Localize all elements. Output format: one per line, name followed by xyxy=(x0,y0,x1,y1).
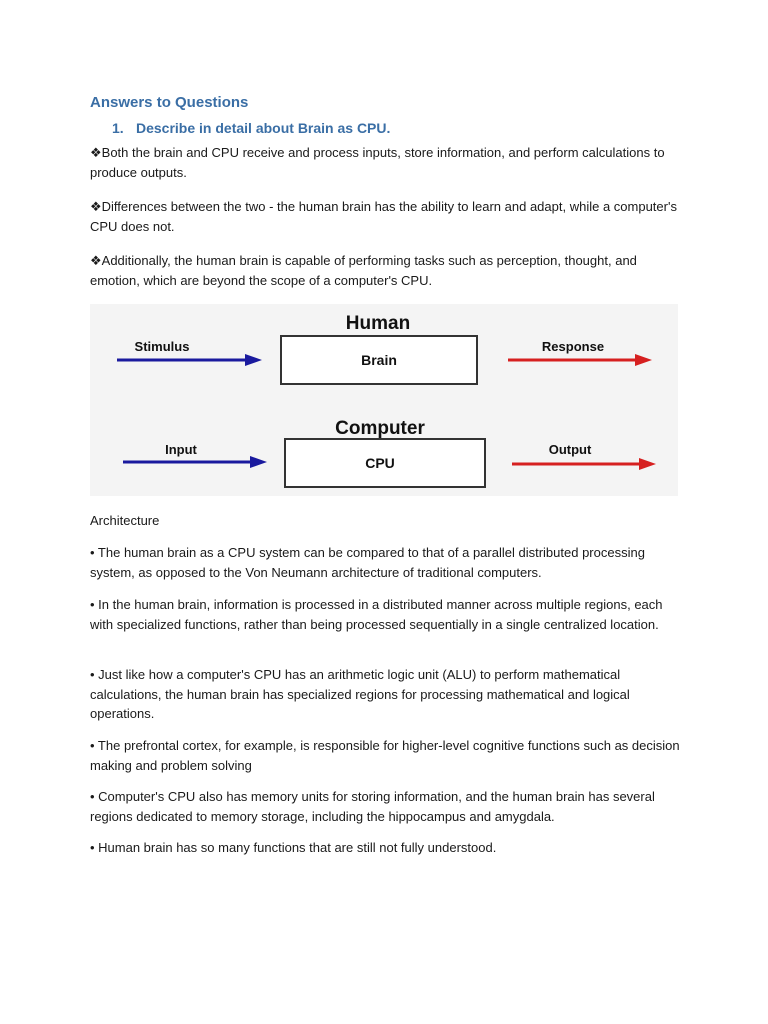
output-label: Output xyxy=(548,442,592,457)
intro-paragraph-1: ❖Both the brain and CPU receive and process inputs, store information, and perform calculations to produce outputs. xyxy=(90,145,665,180)
response-label: Response xyxy=(541,339,605,354)
architecture-point-6: • Human brain has so many functions that are still not fully understood. xyxy=(90,840,497,855)
architecture-label: Architecture xyxy=(90,513,160,528)
architecture-point-4: • The prefrontal cortex, for example, is responsible for higher-level cognitive functions such as decision making and problem solving xyxy=(90,738,680,773)
architecture-point-5: • Computer's CPU also has memory units for storing information, and the human brain has several regions dedicated to memory storage, including the hippocampus and amygdala. xyxy=(90,789,655,824)
intro-paragraph-2: ❖Differences between the two - the human brain has the ability to learn and adapt, while a computer's CPU does not. xyxy=(90,199,677,234)
stimulus-arrow-icon xyxy=(117,354,262,366)
computer-title: Computer xyxy=(335,418,425,439)
architecture-point-2: • In the human brain, information is processed in a distributed manner across multiple regions, each with specialized functions, rather than being processed sequentially in a single centralized location. xyxy=(90,597,663,632)
intro-paragraph-3: ❖Additionally, the human brain is capable of performing tasks such as perception, thought, and emotion, which are beyond the scope of a computer's CPU. xyxy=(90,253,637,288)
response-arrow-icon xyxy=(508,354,652,366)
input-label: Input xyxy=(165,442,197,457)
output-arrow-icon xyxy=(512,458,656,470)
input-arrow-icon xyxy=(123,456,267,468)
stimulus-label: Stimulus xyxy=(134,339,190,354)
question-heading xyxy=(112,120,390,136)
page-heading: Answers to Questions xyxy=(90,94,249,111)
architecture-point-3: • Just like how a computer's CPU has an arithmetic logic unit (ALU) to perform mathematical calculations, the human brain has specialized regions for processing mathematical and logical operations. xyxy=(90,667,630,721)
cpu-box-label: CPU xyxy=(365,455,395,471)
brain-cpu-diagram xyxy=(90,304,678,496)
brain-box-label: Brain xyxy=(361,352,397,368)
human-title: Human xyxy=(345,313,411,334)
question-text: Describe in detail about Brain as CPU. xyxy=(136,120,391,136)
architecture-point-1: • The human brain as a CPU system can be compared to that of a parallel distributed processing system, as opposed to the Von Neumann architecture of traditional computers. xyxy=(90,545,645,580)
question-number: 1. xyxy=(112,120,124,136)
